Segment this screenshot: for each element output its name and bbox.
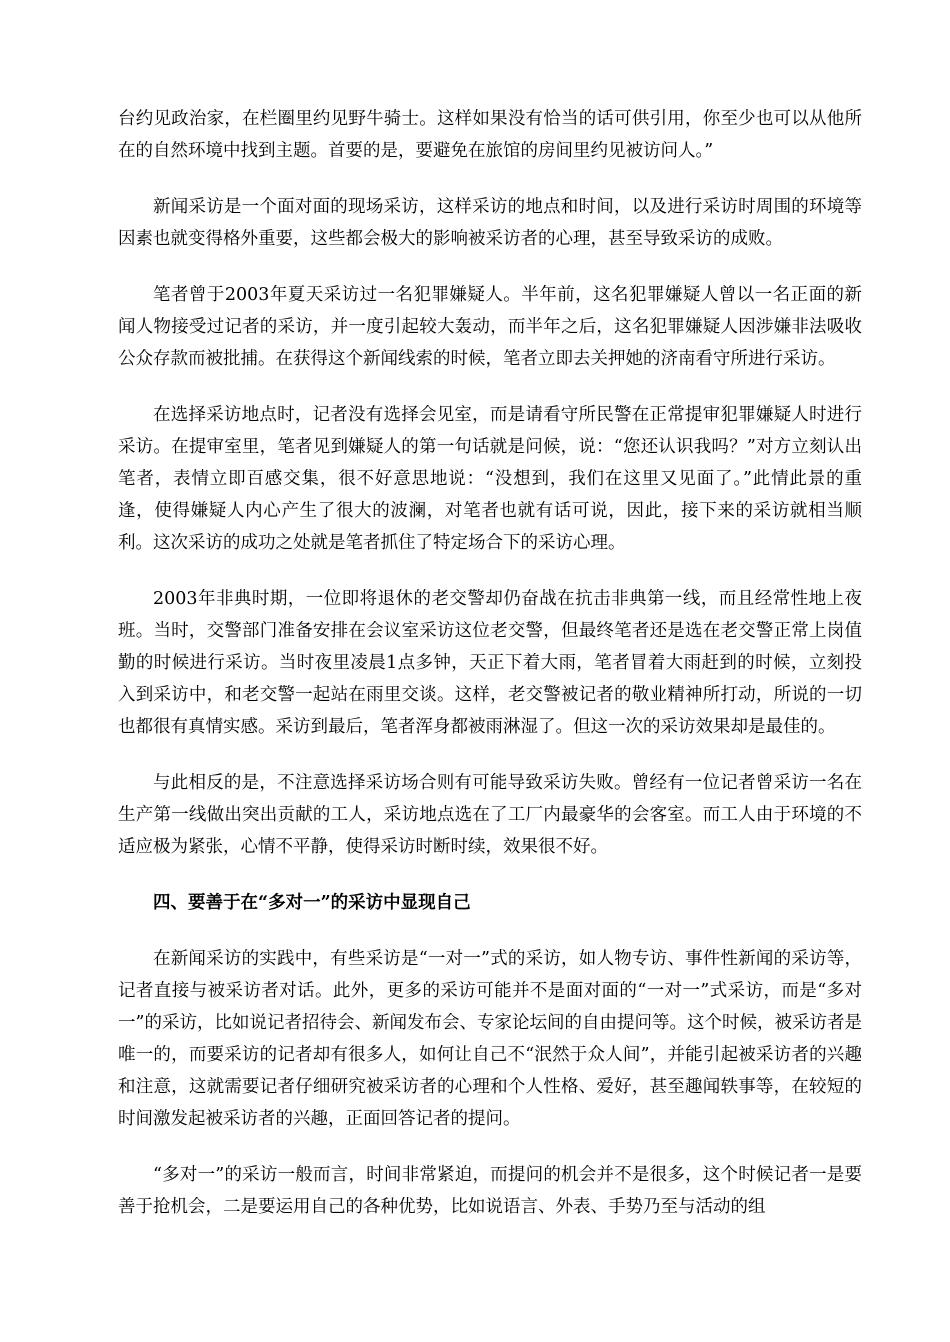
paragraph-many-to-one-tips: “多对一”的采访一般而言，时间非常紧迫，而提问的机会并不是很多，这个时候记者一是要善于抢机会，二是要运用自己的各种优势，比如说语言、外表、手势乃至与活动的组 xyxy=(118,1165,862,1217)
paragraph-many-to-one-intro: 在新闻采访的实践中，有些采访是“一对一”式的采访，如人物专访、事件性新闻的采访等，记者直接与被采访者对话。此外，更多的采访可能并不是面对面的“一对一”式采访，而是“多对一”的采访，比如说记者招待会、新闻发布会、专家论坛间的自由提问等。这个时候，被采访者是唯一的，而要采访的记者却有很多人，如何让自己不“泯然于众人间”，并能引起被采访者的兴趣和注意，这就需要记者仔细研究被采访者的心理和个人性格、爱好，甚至趣闻轶事等，在较短的时间激发起被采访者的兴趣，正面回答记者的提问。 xyxy=(118,949,862,1129)
paragraph-continuation: 台约见政治家，在栏圈里约见野牛骑士。这样如果没有恰当的话可供引用，你至少也可以从他所在的自然环境中找到主题。首要的是，要避免在旅馆的房间里约见被访问人。” xyxy=(118,109,862,161)
paragraph-suspect-interview: 笔者曾于2003年夏天采访过一名犯罪嫌疑人。半年前，这名犯罪嫌疑人曾以一名正面的新闻人物接受过记者的采访，并一度引起较大轰动，而半年之后，这名犯罪嫌疑人因涉嫌非法吸收公众存款而被批捕。在获得这个新闻线索的时候，笔者立即去关押她的济南看守所进行采访。 xyxy=(118,285,862,369)
document-page xyxy=(118,103,862,1223)
paragraph-interview-location-choice: 在选择采访地点时，记者没有选择会见室，而是请看守所民警在正常提审犯罪嫌疑人时进行采访。在提审室里，笔者见到嫌疑人的第一句话就是问候，说：“您还认识我吗？”对方立刻认出笔者，表情立即百感交集，很不好意思地说：“没想到，我们在这里又见面了。”此情此景的重逢，使得嫌疑人内心产生了很大的波澜，对笔者也就有话可说，因此，接下来的采访就相当顺利。这次采访的成功之处就是笔者抓住了特定场合下的采访心理。 xyxy=(118,405,862,553)
paragraph-failed-interview: 与此相反的是，不注意选择采访场合则有可能导致采访失败。曾经有一位记者曾采访一名在生产第一线做出突出贡献的工人，采访地点选在了工厂内最豪华的会客室。而工人由于环境的不适应极为紧张，心情不平静，使得采访时断时续，效果很不好。 xyxy=(118,773,862,857)
paragraph-interview-environment: 新闻采访是一个面对面的现场采访，这样采访的地点和时间，以及进行采访时周围的环境等因素也就变得格外重要，这些都会极大的影响被采访者的心理，甚至导致采访的成败。 xyxy=(118,197,862,249)
paragraph-traffic-police-interview: 2003年非典时期，一位即将退休的老交警却仍奋战在抗击非典第一线，而且经常性地上夜班。当时，交警部门准备安排在会议室采访这位老交警，但最终笔者还是选在老交警正常上岗值勤的时候进行采访。当时夜里凌晨1点多钟，天正下着大雨，笔者冒着大雨赶到的时候，立刻投入到采访中，和老交警一起站在雨里交谈。这样，老交警被记者的敬业精神所打动，所说的一切也都很有真情实感。采访到最后，笔者浑身都被雨淋湿了。但这一次的采访效果却是最佳的。 xyxy=(118,589,862,737)
section-heading: 四、要善于在“多对一”的采访中显现自己 xyxy=(153,893,471,913)
